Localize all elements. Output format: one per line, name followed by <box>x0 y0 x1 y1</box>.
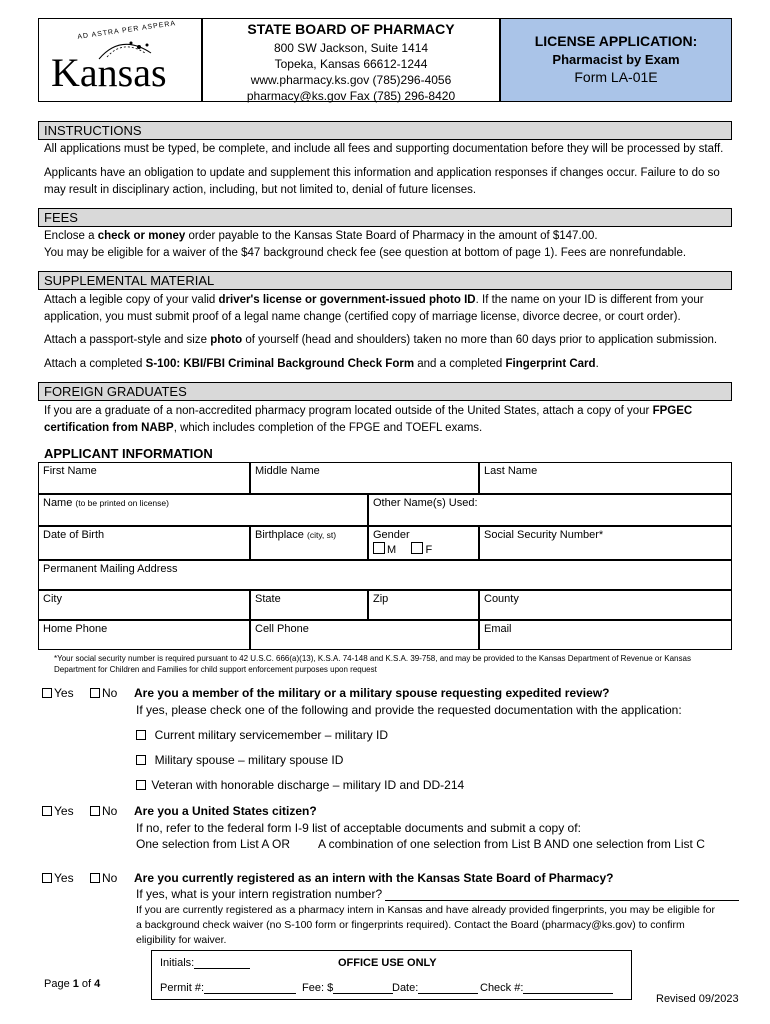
supp-bold: photo <box>210 334 243 346</box>
q1-no-checkbox[interactable] <box>90 688 100 698</box>
office-check <box>480 982 613 994</box>
date-label: Date: <box>392 982 419 994</box>
office-use-box <box>151 950 632 1000</box>
q3-no-label: No <box>102 871 118 885</box>
q1-opt2-label: Military spouse – military spouse ID <box>154 753 344 767</box>
dob-label: Date of Birth <box>43 529 105 541</box>
supp-bold: driver's license or government-issued photo ID <box>218 294 476 306</box>
cell-phone-label: Cell Phone <box>255 623 309 635</box>
q1-question: Are you a member of the military or a military spouse requesting expedited review? <box>134 686 610 700</box>
supp-text: Attach a completed <box>44 358 146 370</box>
q3-no-option <box>90 871 117 885</box>
city-label: City <box>43 593 62 605</box>
q2-opt-a: One selection from List A <box>136 837 270 851</box>
mailing-label: Permanent Mailing Address <box>43 563 178 575</box>
supp-text: Attach a passport-style and size <box>44 334 211 346</box>
email-label: Email <box>484 623 512 635</box>
county-field[interactable] <box>479 590 732 620</box>
q2-yes-checkbox[interactable] <box>42 806 52 816</box>
gender-m-label: M <box>387 544 397 556</box>
supp-bold: Fingerprint Card <box>505 358 596 370</box>
logo-motto: AD ASTRA PER ASPERA <box>76 20 177 41</box>
state-field[interactable] <box>250 590 368 620</box>
fees-header: FEES <box>38 208 732 227</box>
fees-bold: check or money <box>97 230 186 242</box>
supp-text: and a completed <box>414 358 506 370</box>
state-label: State <box>255 593 281 605</box>
q1-sub: If yes, please check one of the following and provide the requested documentation with the application: <box>136 703 682 717</box>
board-address2: Topeka, Kansas 66612-1244 <box>274 57 428 71</box>
permit-line <box>204 982 296 994</box>
q1-opt3-label: Veteran with honorable discharge – military ID and DD-214 <box>151 778 465 792</box>
q1-yes-checkbox[interactable] <box>42 688 52 698</box>
middle-name-field[interactable] <box>250 462 479 494</box>
ssn-field[interactable] <box>479 526 732 560</box>
q2-sub: If no, refer to the federal form I-9 list of acceptable documents and submit a copy of: <box>136 821 581 835</box>
office-permit <box>160 982 296 994</box>
q1-opt1-checkbox[interactable] <box>136 730 146 740</box>
birthplace-field[interactable] <box>250 526 368 560</box>
q1-opt3 <box>136 778 464 792</box>
q3-note: If you are currently registered as a pharmacy intern in Kansas and have already provided fingerprints, you may be eligible for a background check waiver (no S-100 form or fingerprints required). Contact the Board (pharmacy@ks.gov) to confirm eligibility for waiver. <box>136 904 715 946</box>
q3-yes-option <box>42 871 74 885</box>
page-pre: Page <box>44 978 73 990</box>
q2-or: OR <box>272 837 290 851</box>
foreign-header: FOREIGN GRADUATES <box>38 382 732 401</box>
board-web-phone: www.pharmacy.ks.gov (785)296-4056 <box>250 73 452 87</box>
last-name-label: Last Name <box>484 465 538 477</box>
q2-yes-label: Yes <box>54 804 74 818</box>
initials-label: Initials: <box>160 957 195 969</box>
q1-opt1 <box>136 728 388 742</box>
foreign-bold: FPGEC certification from NABP <box>44 405 693 434</box>
gender-field <box>368 526 479 560</box>
supplemental-p3 <box>44 356 734 373</box>
city-field[interactable] <box>38 590 250 620</box>
form-number: Form LA-01E <box>574 69 658 85</box>
q1-opt2 <box>136 753 343 767</box>
check-line <box>523 982 613 994</box>
date-line <box>418 982 478 994</box>
gender-f-checkbox[interactable] <box>411 542 423 554</box>
supp-bold: S-100: KBI/FBI Criminal Background Check Form <box>145 358 415 370</box>
form-title-box <box>500 18 732 102</box>
home-phone-label: Home Phone <box>43 623 108 635</box>
q2-no-option <box>90 804 117 818</box>
check-label: Check #: <box>480 982 524 994</box>
last-name-field[interactable] <box>479 462 732 494</box>
page-mid: of <box>78 978 95 990</box>
logo-text: Kansas <box>51 50 167 95</box>
supplemental-header: SUPPLEMENTAL MATERIAL <box>38 271 732 290</box>
zip-field[interactable] <box>368 590 479 620</box>
foreign-text: If you are a graduate of a non-accredited pharmacy program located outside of the United States, attach a copy of your <box>44 405 653 417</box>
q1-no-label: No <box>102 686 118 700</box>
board-info <box>202 18 500 102</box>
q2-no-checkbox[interactable] <box>90 806 100 816</box>
email-field[interactable] <box>479 620 732 650</box>
q3-sub-label: If yes, what is your intern registration number? <box>136 887 383 901</box>
form-subtitle: Pharmacist by Exam <box>552 52 680 67</box>
q1-no-option <box>90 686 117 700</box>
board-address1: 800 SW Jackson, Suite 1414 <box>273 41 429 55</box>
license-name-field[interactable] <box>38 494 368 526</box>
county-label: County <box>484 593 519 605</box>
office-fee <box>302 982 393 994</box>
supp-text: . <box>595 358 599 370</box>
fee-line <box>333 982 393 994</box>
q2-question: Are you a United States citizen? <box>134 804 317 818</box>
supplemental-p2 <box>44 332 734 349</box>
first-name-label: First Name <box>43 465 97 477</box>
logo-box <box>38 18 202 102</box>
home-phone-field[interactable] <box>38 620 250 650</box>
name-note: (to be printed on license) <box>75 498 169 508</box>
fees-text: order payable to the Kansas State Board of Pharmacy in the amount of $147.00. <box>185 230 598 242</box>
instructions-header: INSTRUCTIONS <box>38 121 732 140</box>
permit-label: Permit #: <box>160 982 205 994</box>
q3-question: Are you currently registered as an intern with the Kansas State Board of Pharmacy? <box>134 871 614 885</box>
foreign-text: , which includes completion of the FPGE and TOEFL exams. <box>173 421 483 434</box>
supp-text: of yourself (head and shoulders) taken no more than 60 days prior to application submission. <box>242 334 718 346</box>
q2-no-label: No <box>102 804 118 818</box>
applicant-header: APPLICANT INFORMATION <box>44 446 213 461</box>
q1-opt2-checkbox[interactable] <box>136 755 146 765</box>
gender-m-checkbox[interactable] <box>373 542 385 554</box>
q3-sub <box>136 887 739 901</box>
q2-yes-option <box>42 804 74 818</box>
q1-opt1-label: Current military servicemember – military ID <box>154 728 389 742</box>
dob-field[interactable] <box>38 526 250 560</box>
office-date <box>392 982 478 994</box>
gender-label: Gender <box>373 529 410 541</box>
cell-phone-field[interactable] <box>250 620 479 650</box>
first-name-field[interactable] <box>38 462 250 494</box>
q3-yes-label: Yes <box>54 871 74 885</box>
foreign-p1 <box>44 403 734 436</box>
q1-yes-option <box>42 686 74 700</box>
supp-text: Attach a legible copy of your valid <box>44 294 219 306</box>
fees-line2: You may be eligible for a waiver of the $47 background check fee (see question at bottom of page 1). Fees are nonrefundable. <box>44 247 687 259</box>
ssn-note: *Your social security number is required pursuant to 42 U.S.C. 666(a)(13), K.S.A. 74-148 and K.S.A. 39-758, and may be provided to the Kansas Department of Revenue or Kansas Department for Children and Families for child support enforcement purposes upon request <box>54 654 691 674</box>
page-num: 1 <box>72 978 79 990</box>
page-total: 4 <box>94 978 101 990</box>
q3-yes-checkbox[interactable] <box>42 873 52 883</box>
birthplace-note: (city, st) <box>306 530 337 540</box>
gender-f-label: F <box>425 544 433 556</box>
instructions-p1: All applications must be typed, be complete, and include all fees and supporting documentation before they will be processed by staff. <box>44 143 724 155</box>
office-title: OFFICE USE ONLY <box>338 957 437 969</box>
board-email-fax: pharmacy@ks.gov Fax (785) 296-8420 <box>246 89 456 103</box>
birthplace-label: Birthplace <box>255 529 304 541</box>
intern-number-input[interactable] <box>385 888 739 901</box>
q3-no-checkbox[interactable] <box>90 873 100 883</box>
form-title: LICENSE APPLICATION: <box>534 33 698 49</box>
name-label: Name <box>43 497 73 509</box>
fee-label: Fee: $ <box>302 982 334 994</box>
ssn-label: Social Security Number* <box>484 529 604 541</box>
board-name: STATE BOARD OF PHARMACY <box>247 21 455 37</box>
mailing-address-field[interactable] <box>38 560 732 590</box>
zip-label: Zip <box>373 593 389 605</box>
fees-line1 <box>44 228 734 245</box>
other-names-label: Other Name(s) Used: <box>373 497 478 509</box>
instructions-p2: Applicants have an obligation to update and supplement this information and application responses if changes occur. Failure to do so may result in disciplinary action, including, but not limited to, denial of future licenses. <box>44 167 720 196</box>
other-names-field[interactable] <box>368 494 732 526</box>
q2-opt-b: A combination of one selection from List B AND one selection from List C <box>318 837 705 851</box>
initials-line <box>194 957 250 969</box>
q1-yes-label: Yes <box>54 686 74 700</box>
supplemental-p1 <box>44 292 734 325</box>
q1-opt3-checkbox[interactable] <box>136 780 146 790</box>
middle-name-label: Middle Name <box>255 465 320 477</box>
page-number <box>44 978 100 990</box>
revised-date: Revised 09/2023 <box>656 993 739 1005</box>
fees-text: Enclose a <box>44 230 98 242</box>
office-initials <box>160 957 250 969</box>
supp-text: . If the name on your ID is different from your application, you must submit proof of a legal name change (certified copy of marriage license, divorce decree, or court order). <box>44 294 704 323</box>
